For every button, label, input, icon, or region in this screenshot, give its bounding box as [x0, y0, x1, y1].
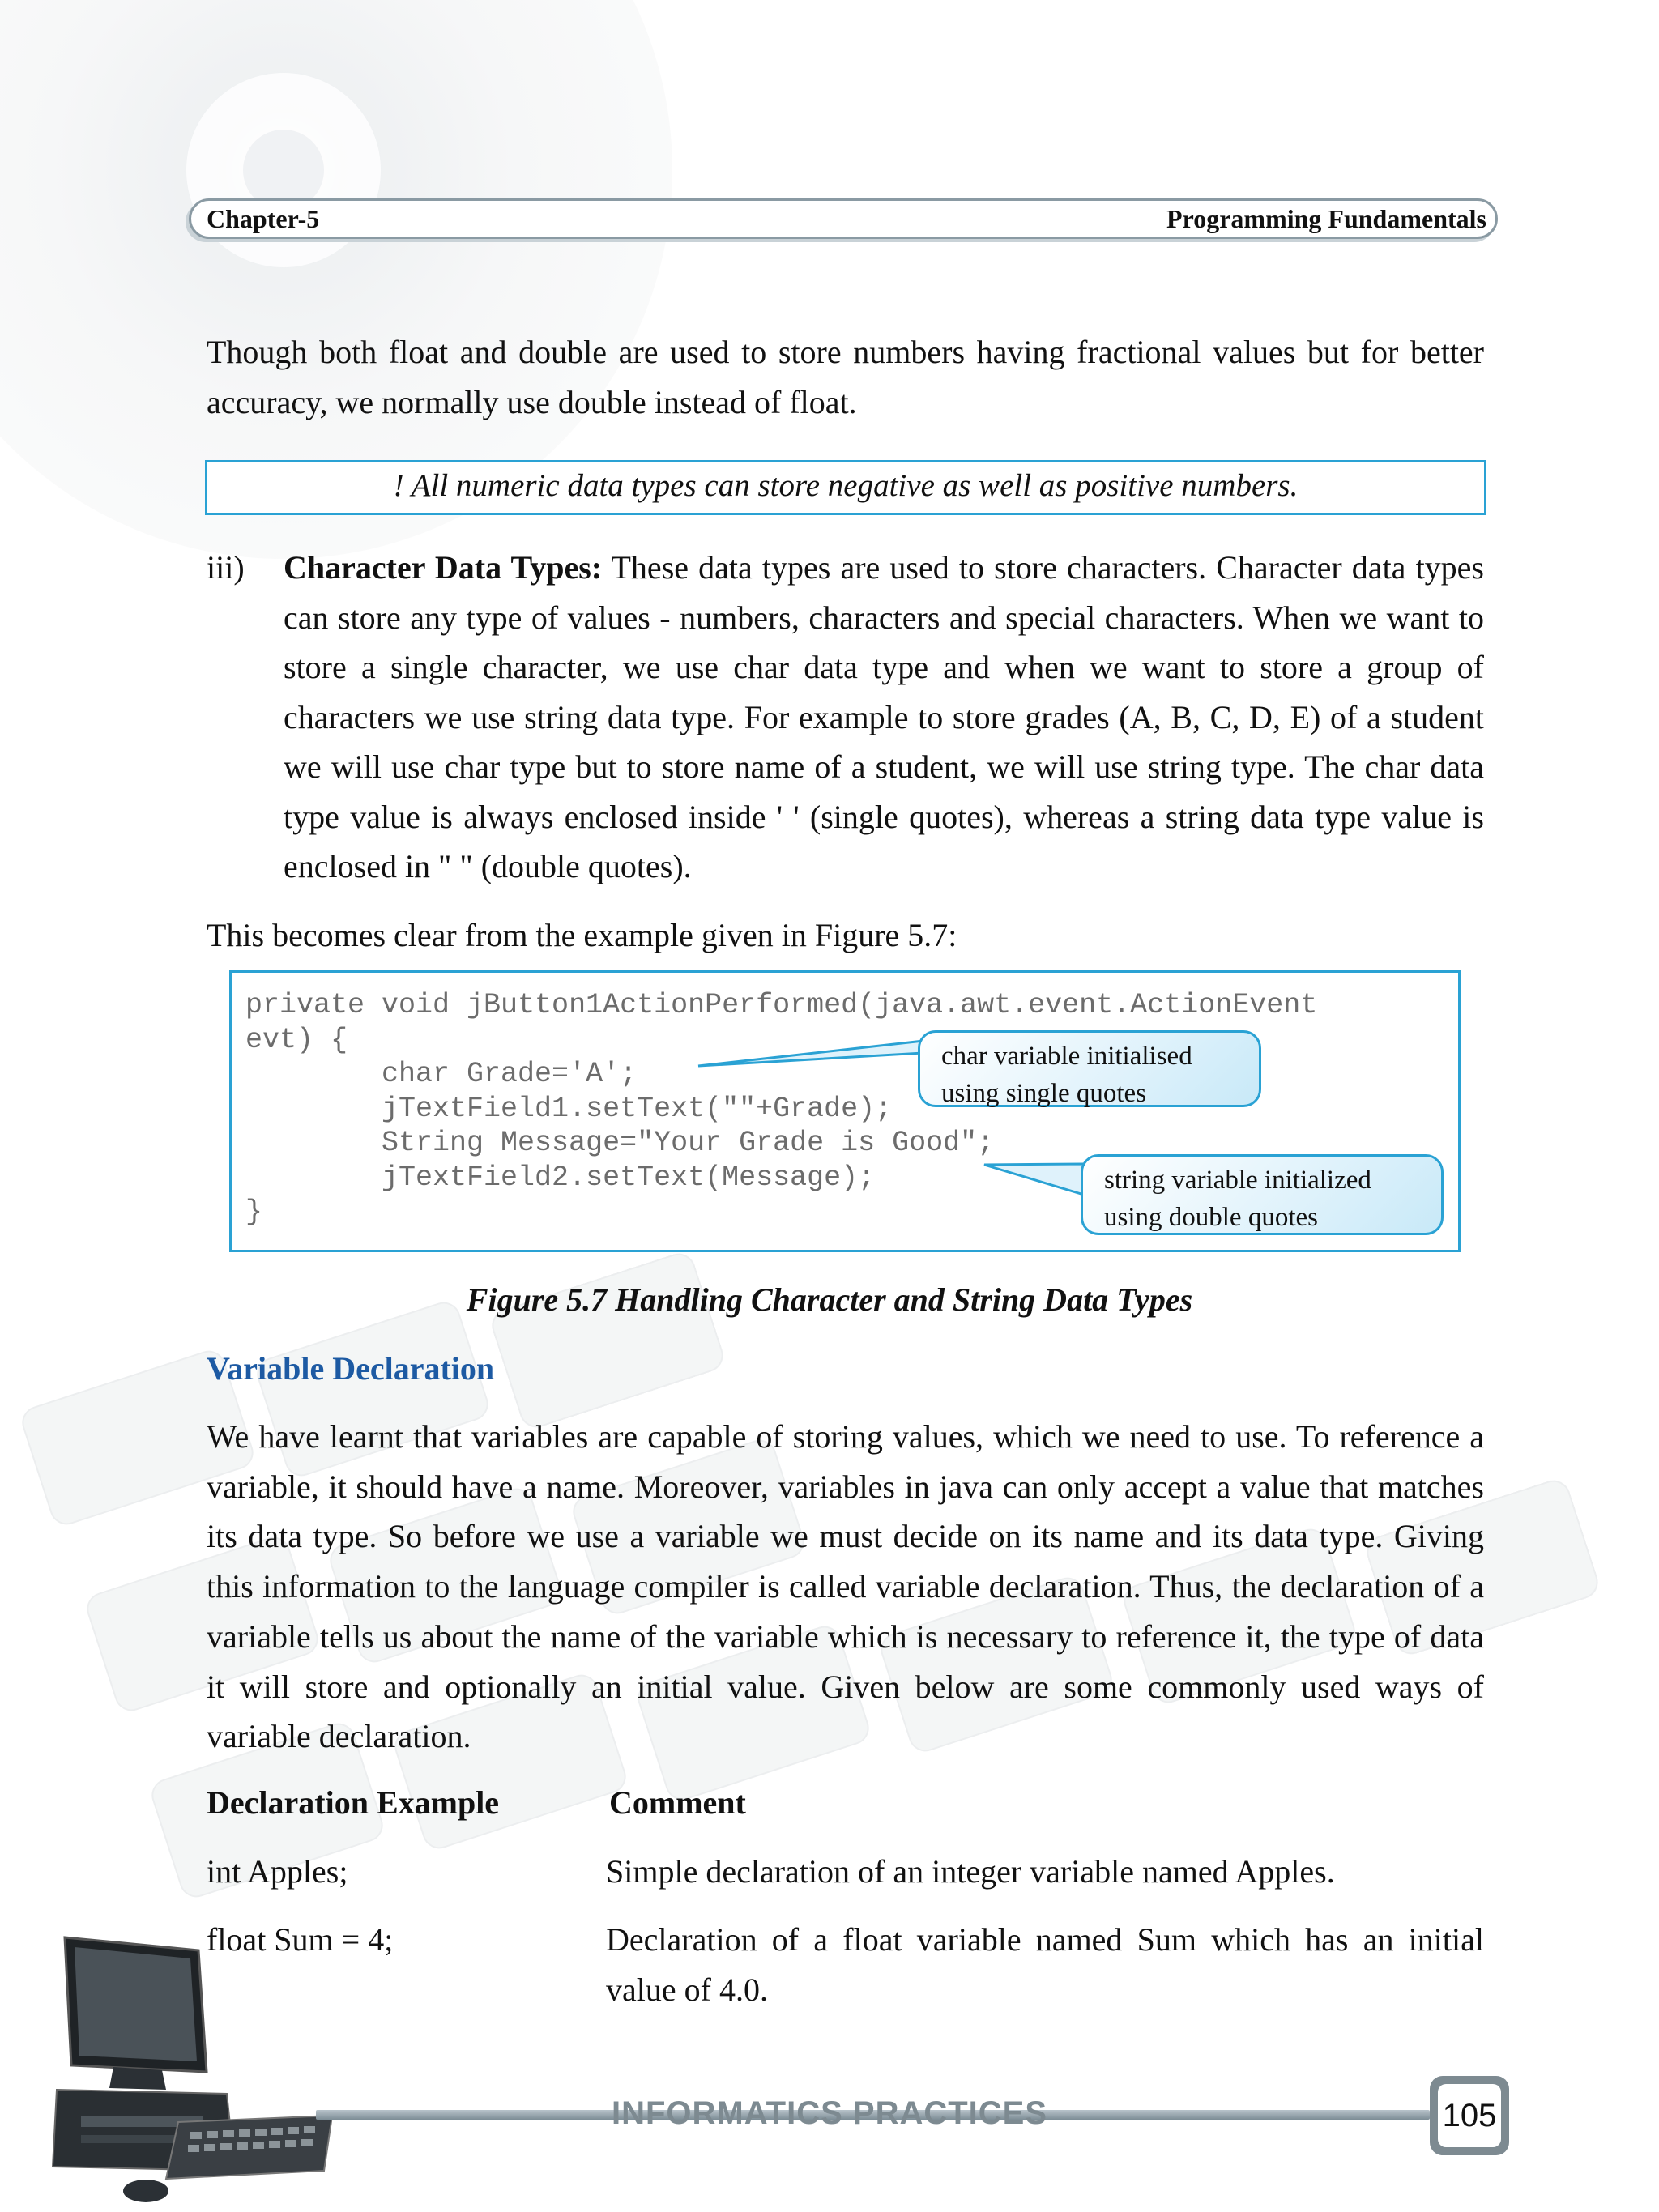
- chapter-title: Programming Fundamentals: [1166, 204, 1486, 233]
- page-number: 105: [1438, 2084, 1501, 2147]
- section-title: Variable Declaration: [207, 1350, 495, 1387]
- footer-title: INFORMATICS PRACTICES: [611, 2095, 1048, 2131]
- table-header-example: Declaration Example: [207, 1784, 500, 1821]
- character-types-text: These data types are used to store characters. Character data types can store any type of values - numbers, characters and special characters. When we want to store a single character, we use char data type and when we want to store a group of characters we use string data type. For example to store grades (A, B, C, D, E) of a student we will use char type but to store name of a student, we will use string type. The char data type value is always enclosed inside ' ' (single quotes), whereas a string data type value is enclosed in " " (double quotes).: [284, 549, 1484, 884]
- string-callout-line: using double quotes: [1104, 1203, 1318, 1232]
- table-row-example: int Apples;: [207, 1853, 348, 1890]
- figure-caption: Figure 5.7 Handling Character and String Data Types: [466, 1281, 1193, 1318]
- string-callout-pointer: [984, 1164, 1084, 1195]
- code-line: jTextField2.setText(Message);: [245, 1161, 876, 1194]
- table-header-comment: Comment: [609, 1784, 746, 1821]
- intro-paragraph: Though both float and double are used to store numbers having fractional values but for better accuracy, we normally use double instead of float.: [207, 334, 1484, 420]
- char-callout-line: using single quotes: [941, 1079, 1146, 1108]
- code-line: evt) {: [245, 1023, 348, 1056]
- string-callout: [1081, 1154, 1444, 1235]
- code-line: private void jButton1ActionPerformed(java.awt.event.ActionEvent: [245, 989, 1318, 1021]
- list-number: iii): [207, 549, 245, 586]
- code-line: char Grade='A';: [245, 1058, 638, 1090]
- char-callout-line: char variable initialised: [941, 1042, 1192, 1071]
- section-paragraph: We have learnt that variables are capable of storing values, which we need to use. To reference a variable, it should have a name. Moreover, variables in java can only accept a value that matches its data type. So before we use a variable we must decide on its name and its data type. Giving this information to the language compiler is called variable declaration. Thus, the declaration of a variable tells us about the name of the variable which is necessary to reference it, the type of data it will store and optionally an initial value. Given below are some commonly used ways of variable declaration.: [207, 1418, 1484, 1755]
- example-intro: This becomes clear from the example given in Figure 5.7:: [207, 917, 957, 953]
- char-callout-pointer: [698, 1041, 923, 1066]
- character-types-heading: Character Data Types:: [284, 549, 603, 586]
- table-row-example: float Sum = 4;: [207, 1921, 394, 1958]
- code-line: }: [245, 1196, 263, 1228]
- table-row-comment: Simple declaration of an integer variable named Apples.: [606, 1853, 1335, 1890]
- char-callout: [918, 1030, 1261, 1107]
- string-callout-line: string variable initialized: [1104, 1166, 1371, 1195]
- table-row-comment: Declaration of a float variable named Sum which has an initial value of 4.0.: [606, 1921, 1484, 2008]
- chapter-label: Chapter-5: [207, 204, 320, 233]
- note-box: ! All numeric data types can store negative as well as positive numbers.: [205, 460, 1486, 515]
- code-line: jTextField1.setText(""+Grade);: [245, 1092, 893, 1125]
- code-line: String Message="Your Grade is Good";: [245, 1127, 995, 1159]
